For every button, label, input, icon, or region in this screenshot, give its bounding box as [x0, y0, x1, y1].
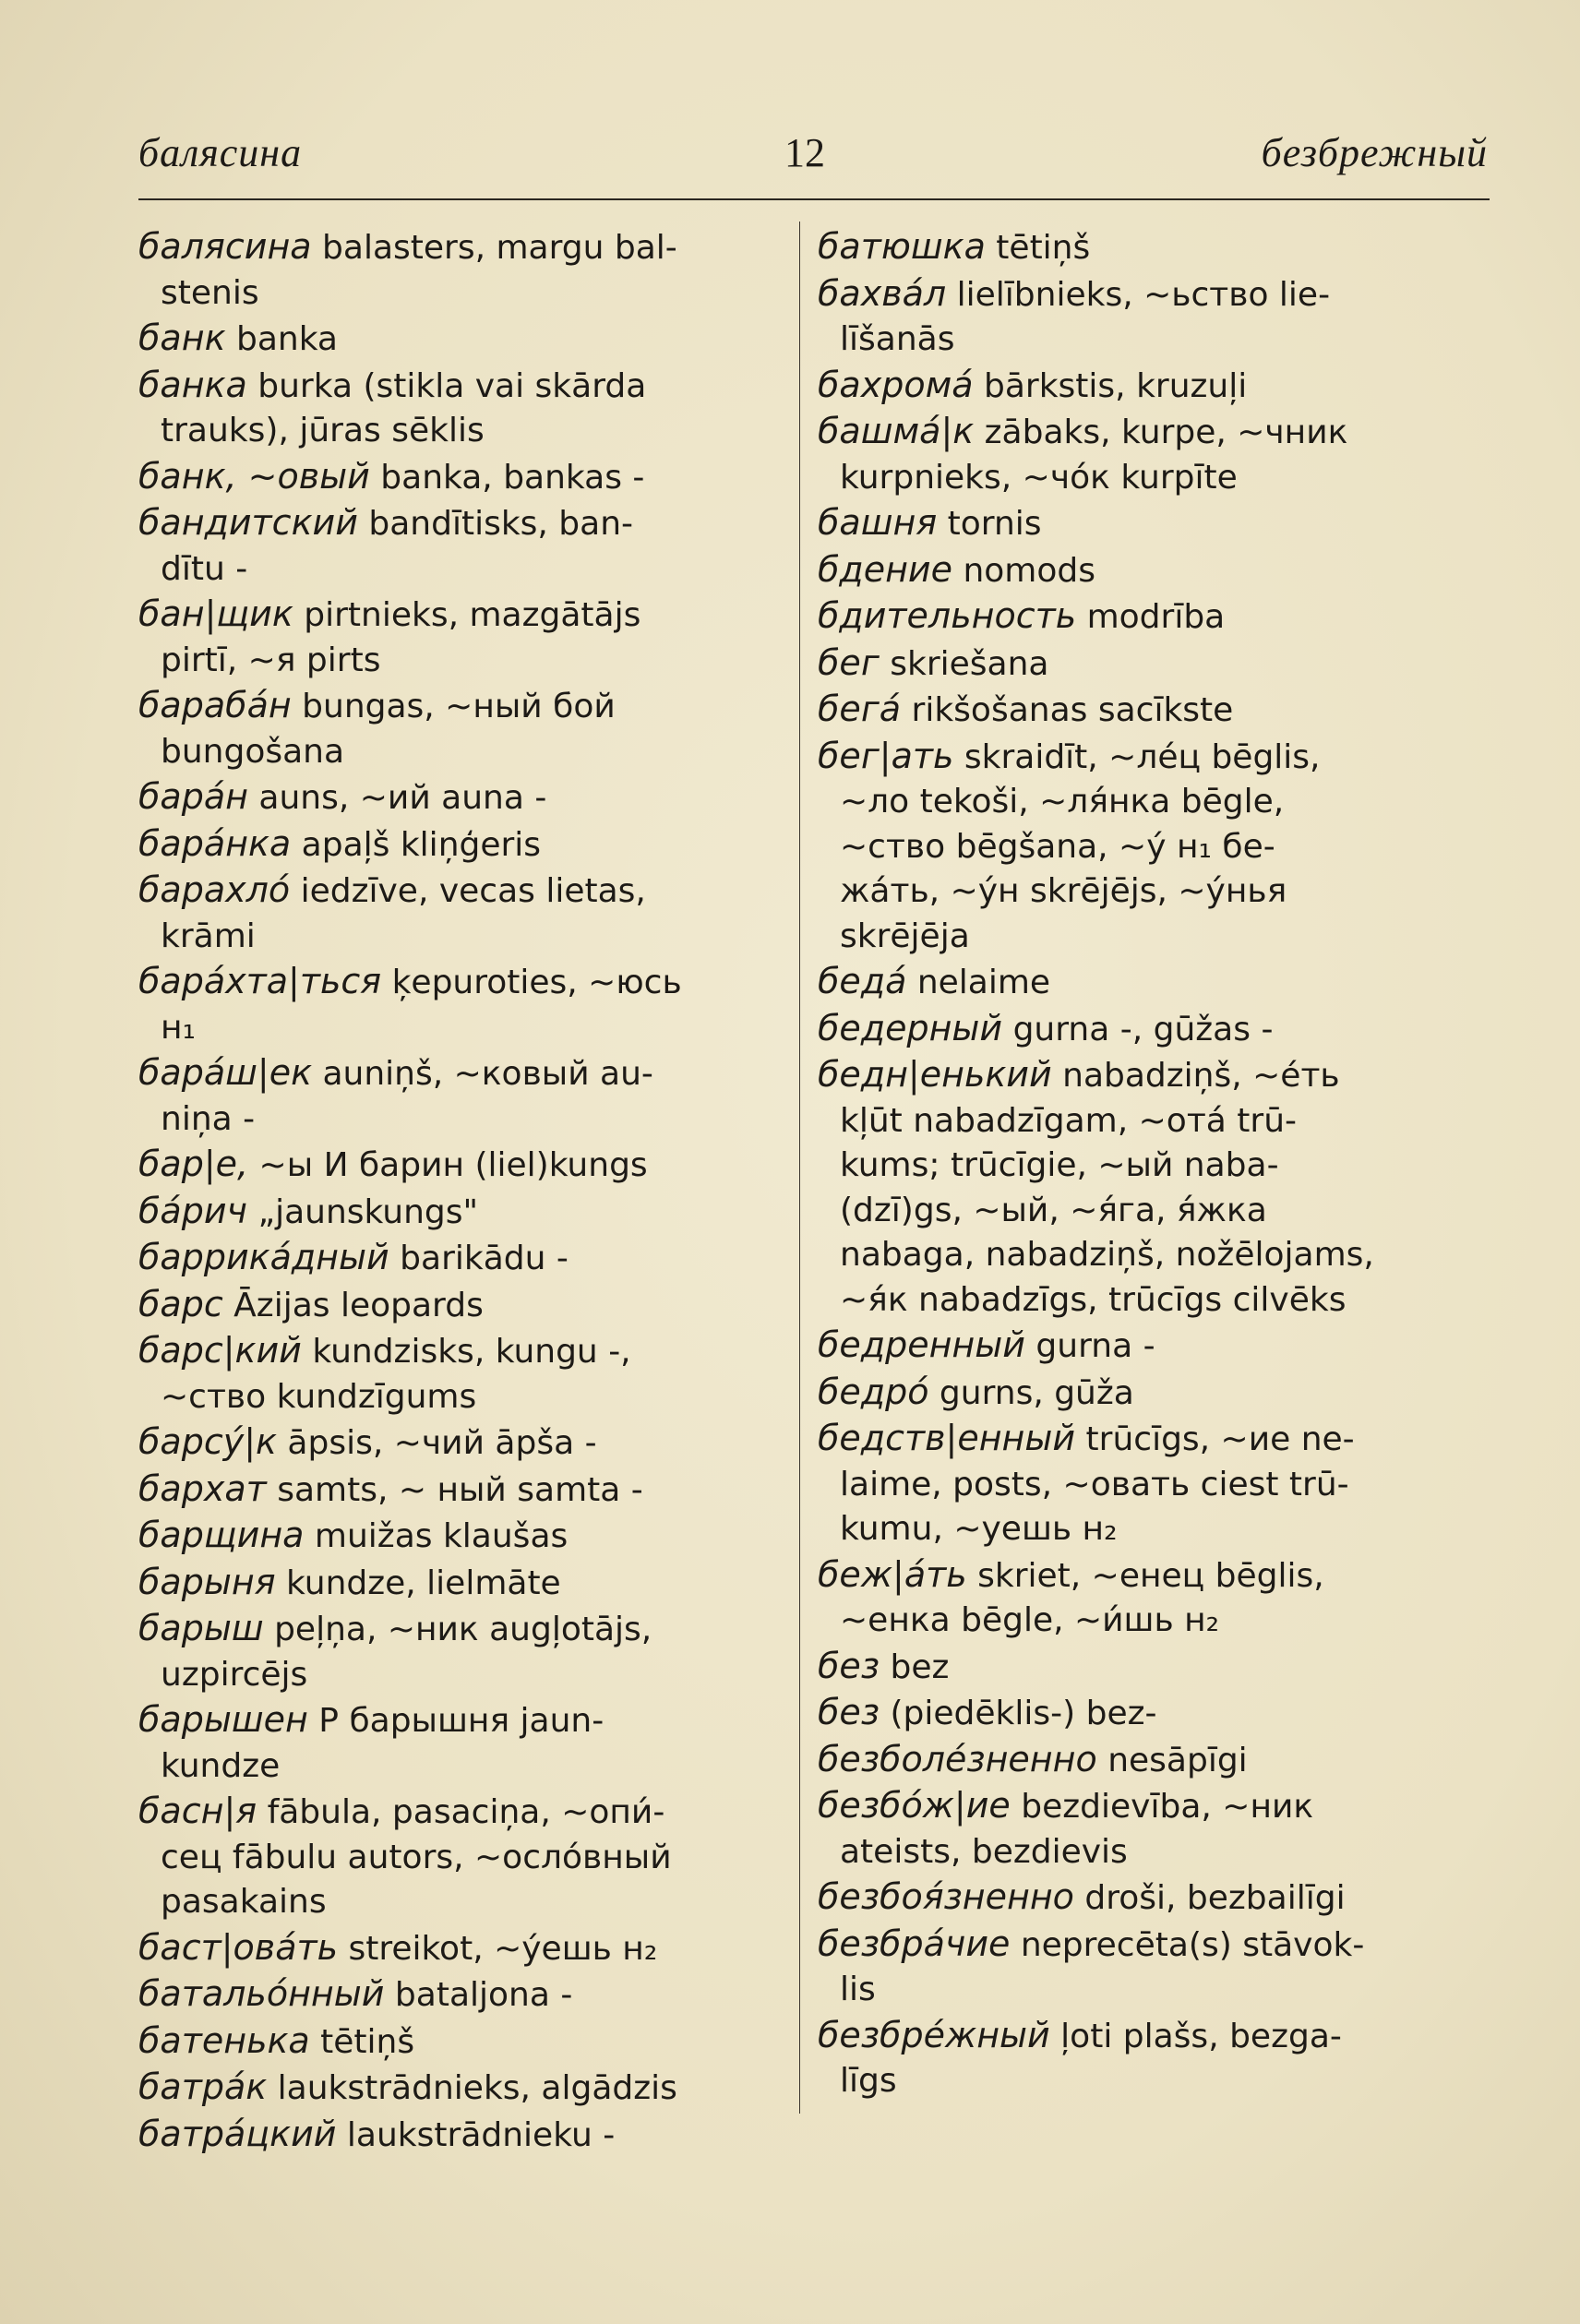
- dictionary-entry: [818, 1323, 1491, 1370]
- entry-continuation: ~ство kundzīgums: [161, 1377, 477, 1416]
- entry-translation: gurna -: [1024, 1327, 1155, 1365]
- entry-headword: банк, ~овый: [138, 455, 370, 497]
- entry-translation: nabadziņš, ~éть: [1051, 1057, 1340, 1095]
- entry-continuation: pirtī, ~я pirts: [161, 641, 381, 679]
- dictionary-entry: [138, 1560, 789, 1607]
- entry-translation: bungas, ~ный бой: [291, 688, 616, 725]
- dictionary-entry: [138, 1789, 789, 1880]
- entry-translation: neprecēta(s) stāvok-: [1010, 1925, 1365, 1964]
- entry-translation: auns, ~ий auna -: [247, 779, 547, 817]
- dictionary-entry: [818, 869, 1491, 915]
- dictionary-entry: [818, 271, 1491, 363]
- entry-continuation: жáть, ~ýн skrējējs, ~ýнья: [840, 872, 1287, 910]
- dictionary-entry: [138, 1050, 789, 1142]
- entry-continuation: kundze: [161, 1746, 281, 1785]
- entry-continuation: kums; trūcīgie, ~ый naba-: [840, 1146, 1279, 1184]
- entry-continuation: līšanās: [840, 320, 955, 358]
- entry-headword: бан|щик: [138, 593, 293, 634]
- entry-translation: laukstrādnieku -: [336, 2115, 616, 2154]
- entry-headword: батюшка: [818, 226, 986, 267]
- entry-translation: skriet, ~енец bēglis,: [966, 1556, 1324, 1595]
- dictionary-entry: [818, 224, 1491, 271]
- entry-continuation: ateists, bezdievis: [840, 1832, 1128, 1871]
- dictionary-entry: [138, 2019, 789, 2066]
- entry-headword: барабáн: [138, 685, 292, 725]
- entry-translation: nelaime: [906, 964, 1051, 1001]
- entry-translation: nesāpīgi: [1096, 1741, 1248, 1779]
- entry-headword: басн|я: [138, 1791, 257, 1831]
- entry-continuation: stenis: [161, 273, 259, 312]
- entry-translation: bārkstis, kruzuļi: [973, 366, 1248, 405]
- entry-headword: безбоя́зненно: [818, 1876, 1074, 1917]
- entry-headword: барáн: [138, 776, 248, 817]
- dictionary-entry: [818, 1552, 1491, 1644]
- entry-translation: kundzisks, kungu -,: [301, 1333, 631, 1371]
- dictionary-entry: [818, 1737, 1491, 1784]
- dictionary-entry: [138, 1328, 789, 1420]
- entry-continuation: ~я́к nabadzīgs, trūcīgs cilvēks: [840, 1280, 1347, 1319]
- entry-translation: samts, ~ ный samta -: [266, 1470, 643, 1509]
- entry-translation: apaļš kliņģeris: [291, 825, 542, 864]
- dictionary-entry: [138, 316, 789, 363]
- entry-continuation: kļūt nabadzīgam, ~отá trū-: [840, 1101, 1298, 1140]
- entry-translation: pirtnieks, mazgātājs: [293, 596, 641, 634]
- entry-continuation: kumu, ~уешь н₂: [840, 1510, 1118, 1548]
- entry-headword: бедн|енький: [818, 1054, 1052, 1095]
- entry-continuation: (dzī)gs, ~ый, ~я́га, я́жка: [840, 1191, 1267, 1229]
- entry-translation: „jaunskungs": [247, 1192, 479, 1231]
- entry-headword: башня: [818, 502, 938, 543]
- entry-headword: бедренный: [818, 1324, 1025, 1365]
- entry-translation: modrība: [1076, 598, 1226, 636]
- entry-headword: барс|кий: [138, 1330, 302, 1371]
- entry-translation: nomods: [952, 551, 1096, 590]
- column-divider: [799, 222, 800, 2114]
- entry-continuation: laime, posts, ~овать ciest trū-: [840, 1465, 1349, 1503]
- dictionary-entry: [818, 1052, 1491, 1144]
- entry-translation: tētiņš: [985, 229, 1091, 267]
- dictionary-entry: [138, 1925, 789, 1972]
- dictionary-entry: [818, 547, 1491, 594]
- entry-headword: барахлó: [138, 869, 291, 910]
- entry-headword: бахвáл: [818, 272, 947, 314]
- entry-translation: peļņa, ~ник augļotājs,: [263, 1611, 652, 1648]
- dictionary-entry: [818, 1233, 1491, 1278]
- entry-translation: Āzijas leopards: [222, 1286, 484, 1324]
- entry-continuation: uzpircējs: [161, 1655, 308, 1694]
- entry-headword: барс: [138, 1283, 223, 1324]
- entry-headword: банка: [138, 364, 247, 405]
- entry-continuation: н₁: [161, 1008, 196, 1047]
- entry-headword: бахромá: [818, 364, 974, 405]
- entry-translation: bataljona -: [384, 1976, 573, 2014]
- entry-translation: muižas klaušas: [304, 1517, 569, 1555]
- dictionary-entry: [138, 774, 789, 821]
- entry-headword: без: [818, 1692, 880, 1732]
- right-column: [818, 224, 1491, 2104]
- entry-headword: бдительность: [818, 595, 1077, 636]
- entry-translation: ķepuroties, ~юсь: [381, 964, 682, 1001]
- entry-translation: tētiņš: [309, 2022, 415, 2061]
- dictionary-entry: [818, 500, 1491, 547]
- entry-translation: ļoti plašs, bezga-: [1049, 2017, 1342, 2055]
- entry-translation: streikot, ~ýешь н₂: [338, 1929, 658, 1968]
- entry-headword: бархат: [138, 1467, 267, 1509]
- entry-headword: барáнка: [138, 822, 292, 864]
- header-last-word: безбрежный: [1261, 130, 1488, 175]
- dictionary-entry: [138, 1606, 789, 1697]
- entry-headword: батальóнный: [138, 1973, 385, 2014]
- dictionary-entry: [818, 1416, 1491, 1507]
- dictionary-entry: [138, 1513, 789, 1560]
- entry-translation: zābaks, kurpe, ~чник: [974, 413, 1348, 451]
- dictionary-entry: [138, 1235, 789, 1282]
- entry-translation: bezdievība, ~ник: [1010, 1788, 1314, 1826]
- entry-translation: bandītisks, ban-: [357, 505, 634, 543]
- dictionary-entry: [818, 687, 1491, 734]
- entry-headword: без: [818, 1645, 880, 1686]
- entry-translation: tornis: [937, 505, 1042, 543]
- dictionary-entry: [138, 868, 789, 959]
- dictionary-entry: [818, 734, 1491, 825]
- entry-translation: rikšošanas sacīkste: [901, 691, 1234, 729]
- entry-continuation: niņa -: [161, 1099, 256, 1138]
- entry-headword: баррикáдный: [138, 1237, 389, 1277]
- entry-translation: gurns, gūža: [928, 1373, 1134, 1412]
- dictionary-entry: [138, 1189, 789, 1236]
- entry-headword: батенька: [138, 2019, 310, 2061]
- entry-headword: бедств|енный: [818, 1418, 1076, 1458]
- dictionary-entry: [818, 825, 1491, 870]
- entry-continuation: ~енка bēgle, ~и́шь н₂: [840, 1601, 1220, 1639]
- dictionary-entry: [818, 1278, 1491, 1324]
- entry-continuation: kurpnieks, ~чóк kurpīte: [840, 458, 1238, 497]
- entry-continuation: nabaga, nabadziņš, nožēlojams,: [840, 1236, 1374, 1274]
- dictionary-entry: [138, 1971, 789, 2019]
- dictionary-entry: [818, 1875, 1491, 1922]
- entry-headword: безболéзненно: [818, 1738, 1097, 1779]
- entry-headword: банк: [138, 317, 226, 358]
- entry-continuation: bungošana: [161, 732, 345, 771]
- entry-headword: бегá: [818, 689, 902, 729]
- entry-headword: безбóж|ие: [818, 1785, 1011, 1826]
- dictionary-entry: [138, 1880, 789, 1925]
- dictionary-entry: [138, 821, 789, 869]
- entry-translation: āpsis, ~чий āpša -: [276, 1424, 597, 1462]
- entry-translation: ~ы И барин (liel)kungs: [248, 1146, 648, 1184]
- header-rule: [138, 198, 1490, 200]
- dictionary-entry: [138, 592, 789, 683]
- entry-headword: барышен: [138, 1699, 308, 1740]
- dictionary-entry: [818, 1644, 1491, 1691]
- page-header: [138, 129, 1488, 194]
- dictionary-entry: [138, 500, 789, 592]
- dictionary-entry: [138, 1282, 789, 1329]
- entry-headword: барыня: [138, 1561, 276, 1602]
- entry-continuation: skrējēja: [840, 916, 970, 955]
- dictionary-entry: [818, 915, 1491, 960]
- entry-translation: kundze, lielmāte: [275, 1563, 561, 1602]
- dictionary-entry: [818, 1144, 1491, 1189]
- dictionary-entry: [138, 959, 789, 1050]
- entry-continuation: lis: [840, 1971, 876, 2008]
- entry-translation: burka (stikla vai skārda: [246, 366, 647, 405]
- dictionary-entry: [818, 1370, 1491, 1417]
- dictionary-entry: [818, 2013, 1491, 2104]
- entry-translation: fābula, pasaciņa, ~опи́-: [257, 1793, 665, 1831]
- entry-headword: бедерный: [818, 1007, 1003, 1048]
- entry-continuation: trauks), jūras sēklis: [161, 412, 485, 449]
- dictionary-entry: [818, 1690, 1491, 1737]
- entry-headword: балясина: [138, 226, 312, 267]
- dictionary-entry: [138, 683, 789, 774]
- dictionary-entry: [138, 1142, 789, 1189]
- entry-translation: droši, bezbailīgi: [1073, 1879, 1346, 1917]
- entry-headword: бег|ать: [818, 735, 954, 776]
- dictionary-entry: [818, 1189, 1491, 1234]
- entry-translation: laukstrādnieks, algādzis: [267, 2069, 677, 2107]
- dictionary-entry: [818, 641, 1491, 688]
- entry-translation: auniņš, ~ковый au-: [312, 1055, 653, 1093]
- entry-translation: skraidīt, ~лéц bēglis,: [953, 737, 1321, 776]
- entry-translation: banka, bankas -: [369, 458, 645, 497]
- dictionary-entry: [818, 1922, 1491, 2013]
- entry-headword: батрáцкий: [138, 2113, 337, 2154]
- entry-translation: barikādu -: [389, 1240, 569, 1277]
- dictionary-entry: [138, 1467, 789, 1514]
- entry-headword: бедрó: [818, 1371, 929, 1412]
- entry-headword: бандитский: [138, 502, 358, 543]
- entry-headword: бáрич: [138, 1190, 247, 1231]
- entry-headword: батрáк: [138, 2066, 268, 2107]
- entry-headword: барыш: [138, 1608, 264, 1648]
- dictionary-entry: [818, 1783, 1491, 1875]
- dictionary-entry: [818, 363, 1491, 410]
- dictionary-entry: [818, 1006, 1491, 1053]
- entry-translation: Р барышня jaun-: [307, 1702, 604, 1740]
- dictionary-entry: [818, 593, 1491, 641]
- entry-headword: барщина: [138, 1515, 305, 1555]
- entry-translation: (piedēklis-) bez-: [880, 1695, 1157, 1732]
- dictionary-entry: [138, 454, 789, 501]
- entry-translation: banka: [225, 320, 338, 358]
- entry-continuation: pasakains: [161, 1883, 327, 1921]
- dictionary-entry: [138, 1697, 789, 1789]
- entry-headword: бег: [818, 641, 880, 683]
- entry-headword: бедá: [818, 961, 907, 1001]
- entry-translation: gurna -, gūžas -: [1002, 1010, 1274, 1048]
- entry-continuation: сец fābulu autors, ~ослóвный: [161, 1838, 672, 1876]
- entry-translation: iedzīve, vecas lietas,: [290, 872, 646, 910]
- dictionary-entry: [818, 1507, 1491, 1552]
- entry-headword: башмá|к: [818, 411, 975, 451]
- dictionary-entry: [818, 409, 1491, 500]
- entry-headword: безбрéжный: [818, 2014, 1050, 2055]
- entry-continuation: krāmi: [161, 916, 256, 955]
- left-column: [138, 224, 789, 2158]
- dictionary-entry: [818, 959, 1491, 1006]
- dictionary-entry: [138, 2112, 789, 2159]
- entry-translation: lielībnieks, ~ьство lie-: [946, 275, 1331, 314]
- dictionary-entry: [138, 1420, 789, 1467]
- header-first-word: балясина: [138, 130, 303, 175]
- entry-continuation: ~ство bēgšana, ~ý н₁ бе-: [840, 827, 1275, 866]
- entry-headword: безбрáчие: [818, 1923, 1011, 1964]
- entry-continuation: dītu -: [161, 549, 248, 588]
- entry-headword: барáхта|ться: [138, 961, 382, 1001]
- entry-translation: bez: [880, 1647, 950, 1686]
- entry-headword: бар|е,: [138, 1144, 249, 1184]
- entry-continuation: ~ло tekoši, ~ля́нка bēgle,: [840, 783, 1285, 821]
- page-number: 12: [784, 130, 825, 175]
- dictionary-entry: [138, 363, 789, 454]
- entry-headword: барсý|к: [138, 1421, 277, 1462]
- entry-translation: balasters, margu bal-: [311, 229, 677, 267]
- entry-headword: барáш|ек: [138, 1052, 313, 1093]
- entry-headword: баст|овáть: [138, 1926, 339, 1968]
- entry-headword: беж|áть: [818, 1553, 967, 1595]
- dictionary-entry: [138, 224, 789, 316]
- dictionary-entry: [138, 2065, 789, 2112]
- entry-headword: бдение: [818, 548, 953, 590]
- entry-translation: skriešana: [879, 644, 1049, 683]
- entry-translation: trūcīgs, ~ие ne-: [1075, 1420, 1355, 1458]
- entry-continuation: līgs: [840, 2062, 897, 2100]
